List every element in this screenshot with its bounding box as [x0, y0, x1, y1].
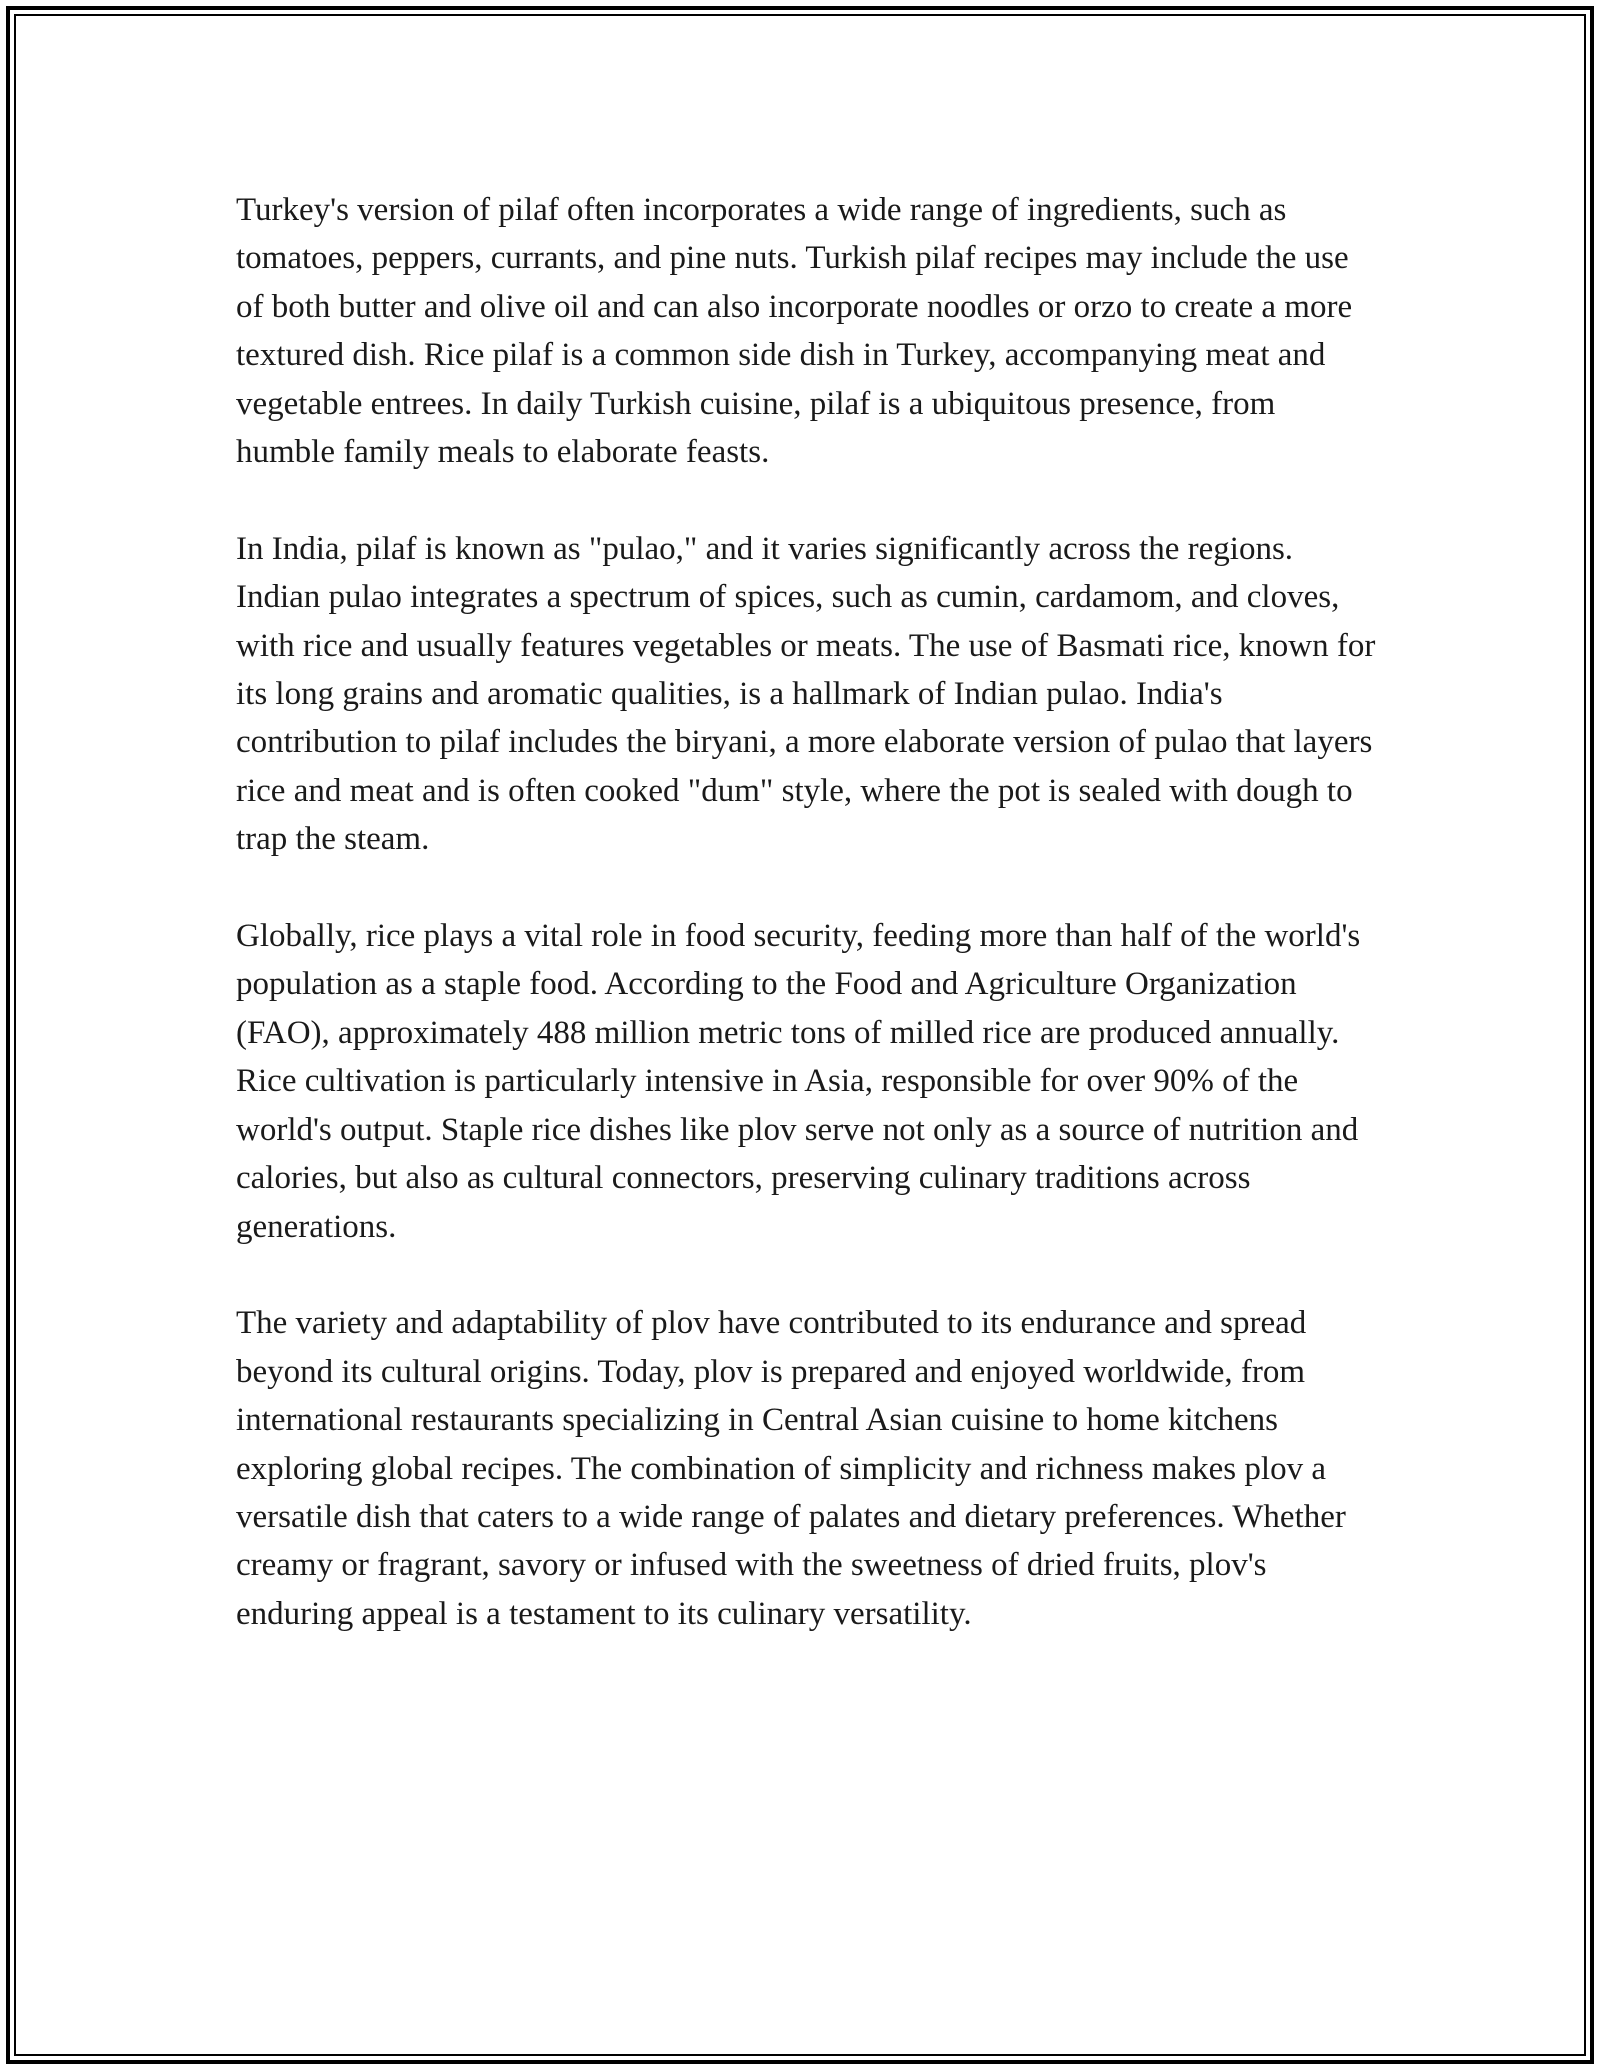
paragraph-global-rice: Globally, rice plays a vital role in food security, feeding more than half of the world's population as a staple food. According to the Food and Agriculture Organization (FAO), approximately 488 million metric tons of milled rice are produced annually. Rice cultivation is particularly intensive in Asia, responsible for over 90% of the world's output. Staple rice dishes like plov serve not only as a source of nutrition and calories, but also as cultural connectors, preserving culinary traditions across generations.	[236, 918, 1361, 1245]
paragraph-plov-versatility: The variety and adaptability of plov have contributed to its endurance and spread beyond its cultural origins. Today, plov is prepared and enjoyed worldwide, from international restaurants specializing in Central Asian cuisine to home kitchens exploring global recipes. The combination of simplicity and richness makes plov a versatile dish that caters to a wide range of palates and dietary preferences. Whether creamy or fragrant, savory or infused with the sweetness of dried fruits, plov's enduring appeal is a testament to its culinary versatility.	[236, 1305, 1346, 1632]
paragraph-india-pulao: In India, pilaf is known as "pulao," and it varies significantly across the regions. Indian pulao integrates a spectrum of spices, such as cumin, cardamom, and cloves, with rice and usually features vegetables or meats. The use of Basmati rice, known for its long grains and aromatic qualities, is a hallmark of Indian pulao. India's contribution to pilaf includes the biryani, a more elaborate version of pulao that layers rice and meat and is often cooked "dum" style, where the pot is sealed with dough to trap the steam.	[236, 530, 1376, 858]
paragraph-turkey-pilaf: Turkey's version of pilaf often incorporates a wide range of ingredients, such as tomatoes, peppers, currants, and pine nuts. Turkish pilaf recipes may include the use of both butter and olive oil and can also incorporate noodles or orzo to create a more textured dish. Rice pilaf is a common side dish in Turkey, accompanying meat and vegetable entrees. In daily Turkish cuisine, pilaf is a ubiquitous presence, from humble family meals to elaborate feasts.	[236, 192, 1353, 471]
document-body	[236, 186, 1376, 1687]
